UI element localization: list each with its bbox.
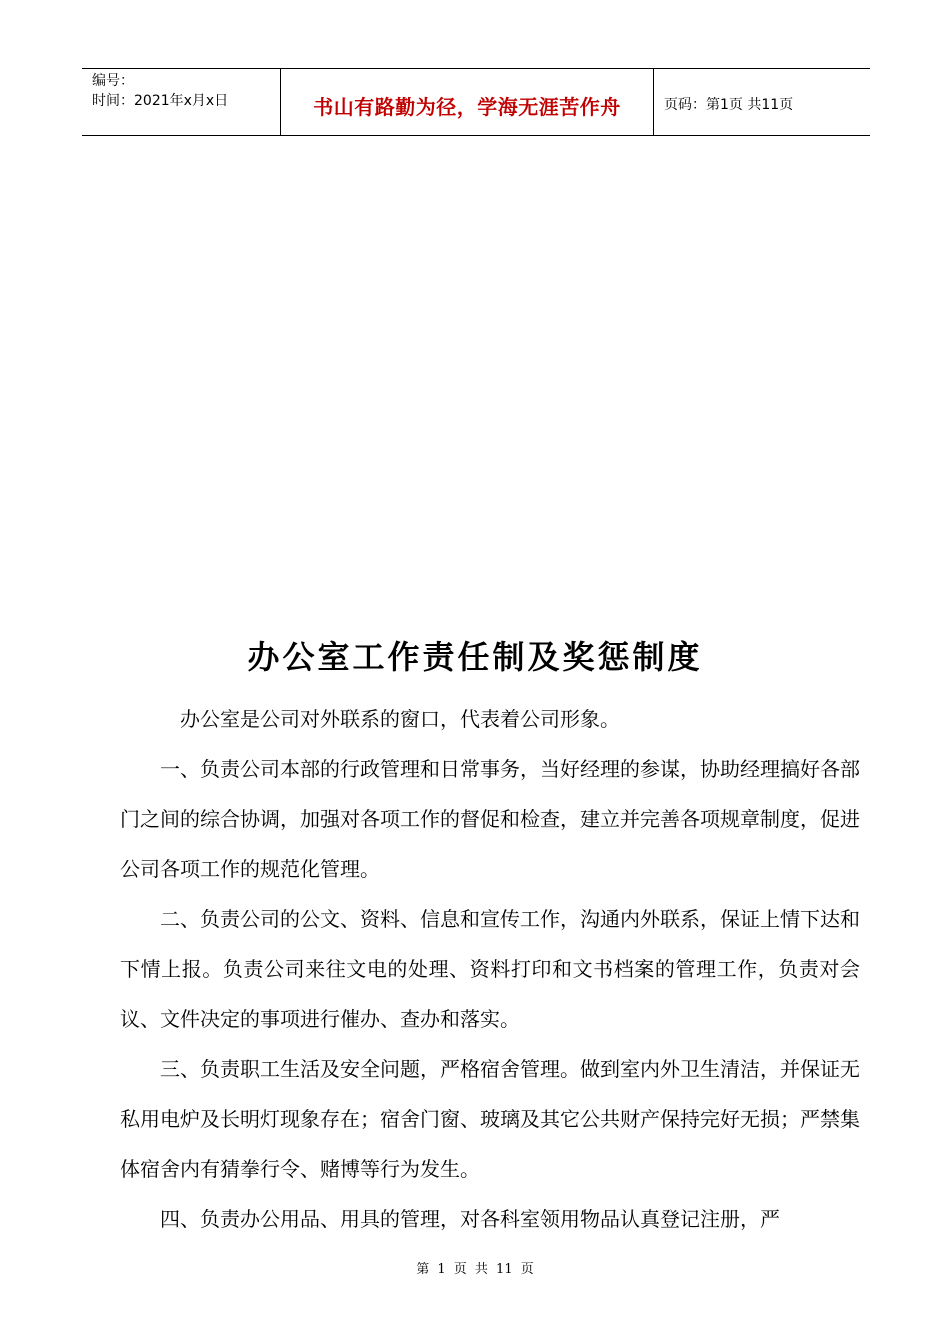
paragraph-item-2: 二、负责公司的公文、资料、信息和宣传工作，沟通内外联系，保证上情下达和下情上报。负责公司来往文电的处理、资料打印和文书档案的管理工作，负责对会议、文件决定的事项进行催办、查办和落实。: [120, 907, 860, 1031]
document-title: 办公室工作责任制及奖惩制度: [247, 638, 703, 676]
time-label: 时间：2021年x月x日: [92, 93, 229, 109]
intro-paragraph: 办公室是公司对外联系的窗口，代表着公司形象。: [180, 707, 620, 731]
page-footer: 第 1 页 共 11 页: [416, 1262, 534, 1277]
motto-text: 书山有路勤为径，学海无涯苦作舟: [313, 94, 621, 119]
header-motto-cell: [281, 69, 654, 135]
page-label: 页码：第1页 共11页: [664, 97, 794, 113]
document-body: [120, 694, 860, 1244]
paragraph-item-1: 一、负责公司本部的行政管理和日常事务，当好经理的参谋，协助经理搞好各部门之间的综合协调，加强对各项工作的督促和检查，建立并完善各项规章制度，促进公司各项工作的规范化管理。: [120, 757, 860, 881]
header-meta-cell: [82, 69, 281, 135]
paragraph-item-4: 四、负责办公用品、用具的管理，对各科室领用物品认真登记注册，严: [160, 1207, 780, 1231]
paragraph-item-3: 三、负责职工生活及安全问题，严格宿舍管理。做到室内外卫生清洁，并保证无私用电炉及长明灯现象存在；宿舍门窗、玻璃及其它公共财产保持完好无损；严禁集体宿舍内有猜拳行令、赌博等行为发生。: [120, 1057, 860, 1181]
number-label: 编号：: [92, 73, 134, 89]
header-page-cell: [654, 69, 870, 135]
document-header: [82, 68, 870, 136]
